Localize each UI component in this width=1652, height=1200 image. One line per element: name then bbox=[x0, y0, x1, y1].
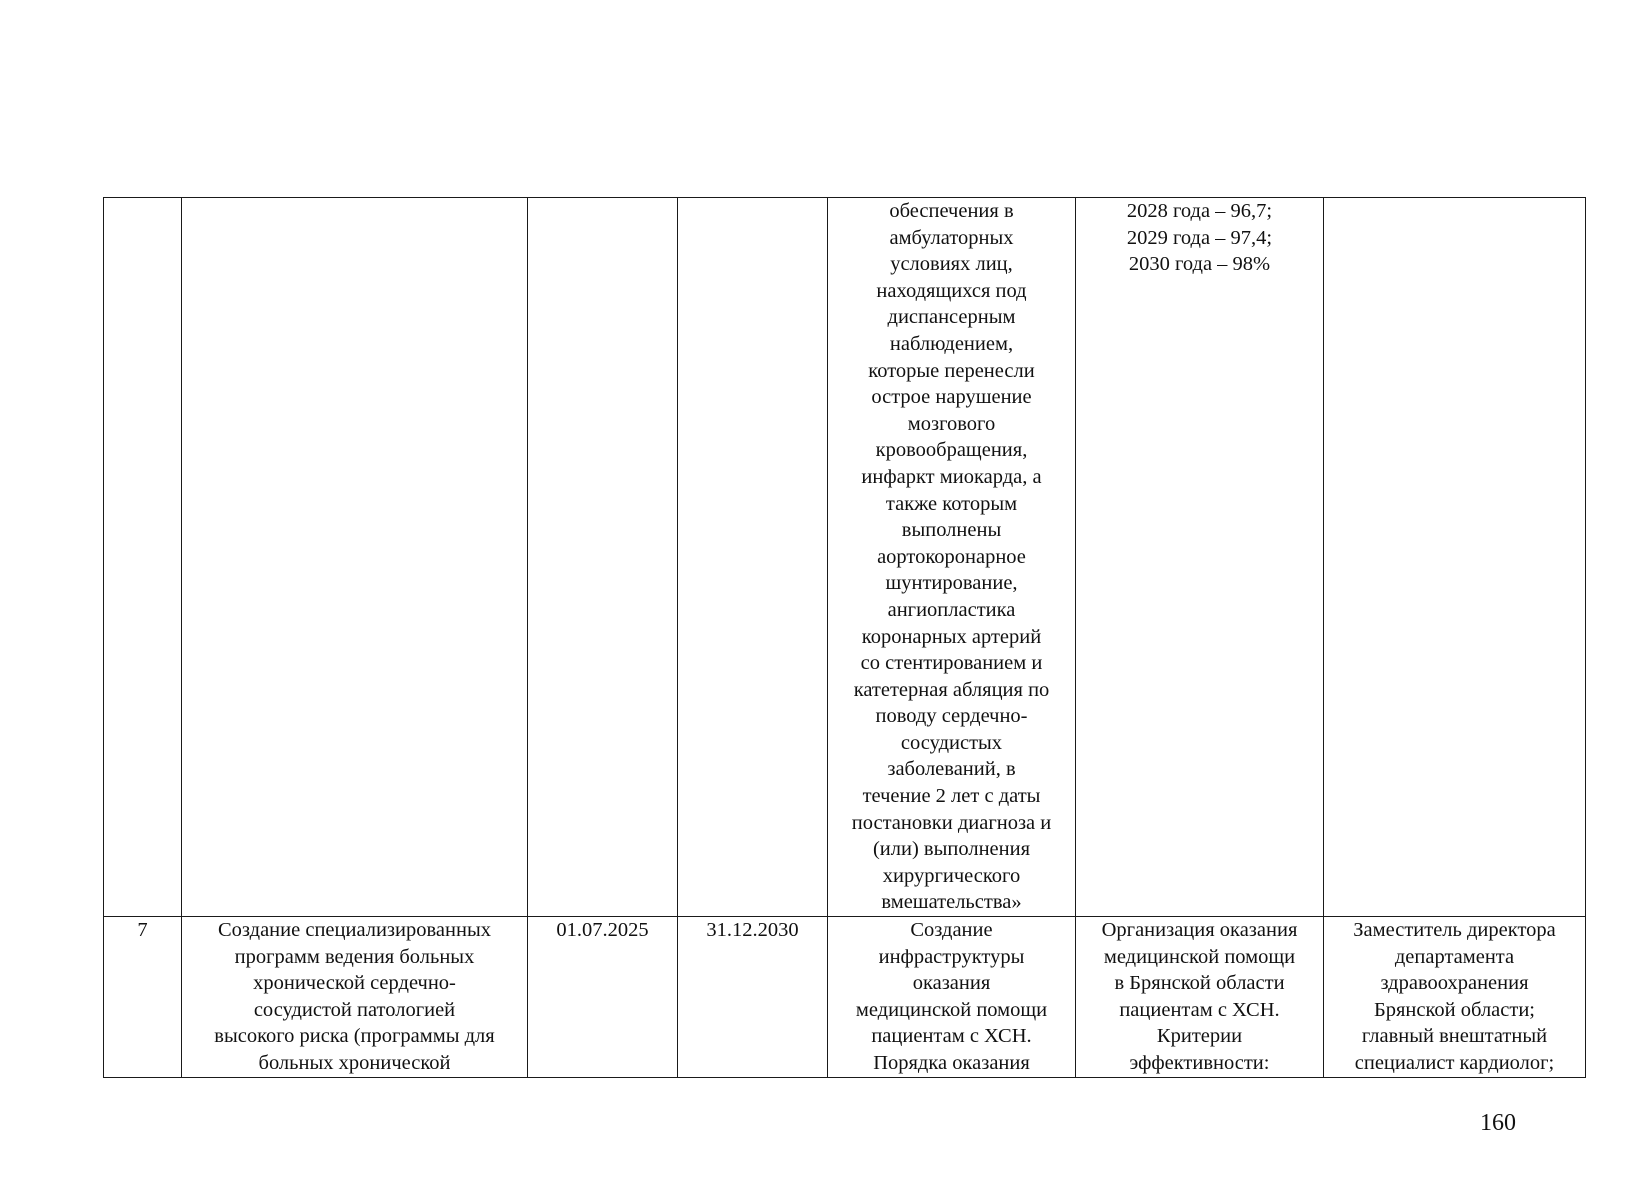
cell-responsible bbox=[1324, 198, 1586, 917]
cell-start-date: 01.07.2025 bbox=[528, 917, 678, 1078]
cell-number bbox=[104, 198, 182, 917]
cell-measure bbox=[182, 198, 528, 917]
cell-indicators: Организация оказания медицинской помощи в Брянской области пациентам с ХСН. Критерии эффективности: bbox=[1076, 917, 1324, 1078]
cell-end-date bbox=[678, 198, 828, 917]
cell-responsible: Заместитель директора департамента здравоохранения Брянской области; главный внештатный специалист кардиолог; bbox=[1324, 917, 1586, 1078]
cell-result: обеспечения в амбулаторных условиях лиц, находящихся под диспансерным наблюдением, которые перенесли острое нарушение мозгового кровообращения, инфаркт миокарда, а также которым выполнены аортокоронарное шунтирование, ангиопластика коронарных артерий со стентированием и катетерная абляция по поводу сердечно- сосудистых заболеваний, в течение 2 лет с даты постановки диагноза и (или) выполнения хирургического вмешательства» bbox=[828, 198, 1076, 917]
cell-result: Создание инфраструктуры оказания медицинской помощи пациентам с ХСН. Порядка оказания bbox=[828, 917, 1076, 1078]
cell-end-date: 31.12.2030 bbox=[678, 917, 828, 1078]
table-row bbox=[104, 198, 1586, 917]
cell-number: 7 bbox=[104, 917, 182, 1078]
cell-start-date bbox=[528, 198, 678, 917]
cell-measure: Создание специализированных программ ведения больных хронической сердечно- сосудистой патологией высокого риска (программы для больных хронической bbox=[182, 917, 528, 1078]
cell-indicators: 2028 года – 96,7; 2029 года – 97,4; 2030 года – 98% bbox=[1076, 198, 1324, 917]
page-number: 160 bbox=[1480, 1110, 1516, 1136]
measures-table bbox=[103, 197, 1586, 1078]
table-row bbox=[104, 917, 1586, 1078]
